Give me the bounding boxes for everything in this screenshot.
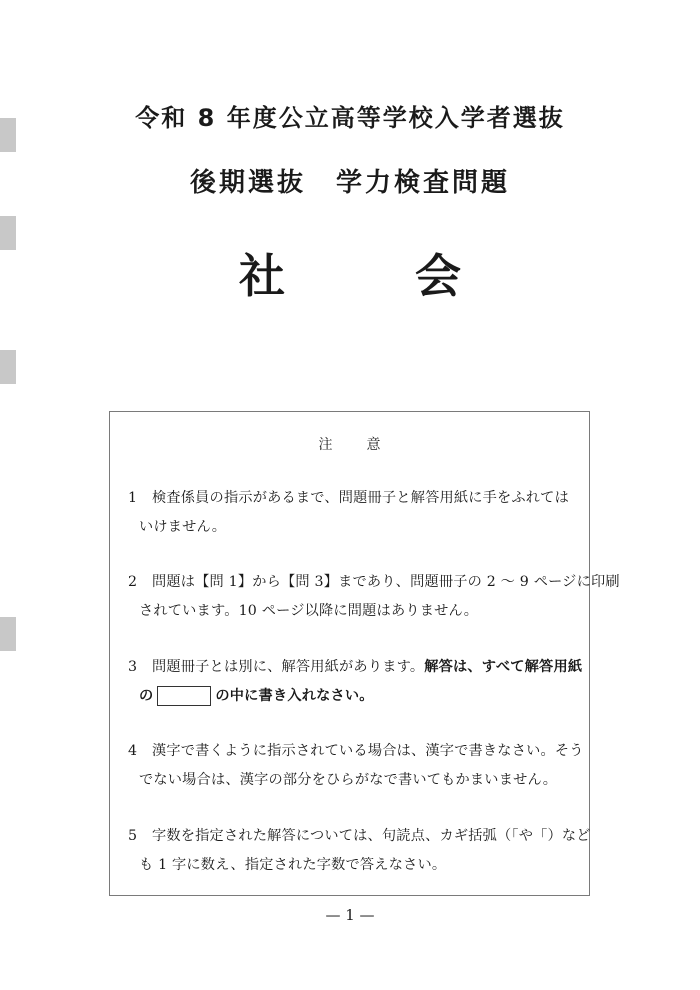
- subject-title: [0, 240, 700, 306]
- notice-item-1-line2: いけません。: [139, 519, 227, 535]
- side-tab-3: [0, 350, 16, 384]
- notice-item-5-line1: [128, 822, 591, 851]
- notice-item-3-text-plain: 問題冊子とは別に、解答用紙があります。: [152, 659, 425, 675]
- notice-item-4: [128, 737, 584, 795]
- notice-item-1-line1: [128, 484, 580, 513]
- notice-item-5: [128, 822, 591, 880]
- notice-item-3-line2: [128, 682, 580, 711]
- notice-item-3-line1: [128, 653, 583, 682]
- exam-subtitle: [0, 162, 700, 199]
- notice-item-2-text1: 問題は【問 1】から【問 3】まであり、問題冊子の 2 〜 9 ページに印刷: [152, 574, 620, 590]
- side-tab-4: [0, 617, 16, 651]
- notice-item-5-line2: も 1 字に数え、指定された字数で答えなさい。: [139, 857, 447, 873]
- notice-item-4-number: 4: [128, 743, 138, 759]
- notice-item-3-bold-b: の中に書き入れなさい。: [215, 688, 374, 704]
- exam-title: 令和 8 年度公立高等学校入学者選抜: [135, 104, 565, 132]
- notice-item-3: [128, 653, 583, 711]
- exam-subtitle-part1: 後期選抜: [189, 168, 306, 198]
- answer-frame-box: [157, 686, 211, 706]
- notice-item-4-line2: でない場合は、漢字の部分をひらがなで書いてもかまいません。: [139, 772, 558, 788]
- subject-char-2: 会: [415, 249, 461, 303]
- notice-item-1-number: 1: [128, 490, 138, 506]
- notice-item-2-line1: [128, 568, 620, 597]
- exam-subtitle-part2: 学力検査問題: [336, 168, 511, 198]
- notice-box: [109, 411, 620, 896]
- notice-item-4-text1: 漢字で書くように指示されている場合は、漢字で書きなさい。そう: [152, 743, 584, 759]
- notice-item-4-line1: [128, 737, 584, 766]
- notice-item-2: [128, 568, 620, 626]
- notice-item-2-number: 2: [128, 574, 138, 590]
- subject-char-1: 社: [239, 249, 285, 303]
- notice-item-1-text1: 検査係員の指示があるまで、問題冊子と解答用紙に手をふれては: [152, 490, 569, 506]
- notice-item-5-number: 5: [128, 828, 138, 844]
- notice-item-1: [128, 484, 580, 542]
- notice-item-3-bold-a: の: [139, 688, 154, 704]
- page-number: — 1 —: [325, 906, 375, 924]
- notice-item-3-text-bold: 解答は、すべて解答用紙: [424, 659, 583, 675]
- notice-item-5-text1: 字数を指定された解答については、句読点、カギ括弧（「や「）など: [152, 828, 591, 844]
- notice-item-3-number: 3: [128, 659, 138, 675]
- notice-heading: 注意: [318, 437, 415, 453]
- notice-item-2-line2: されています。10 ページ以降に問題はありません。: [139, 603, 479, 619]
